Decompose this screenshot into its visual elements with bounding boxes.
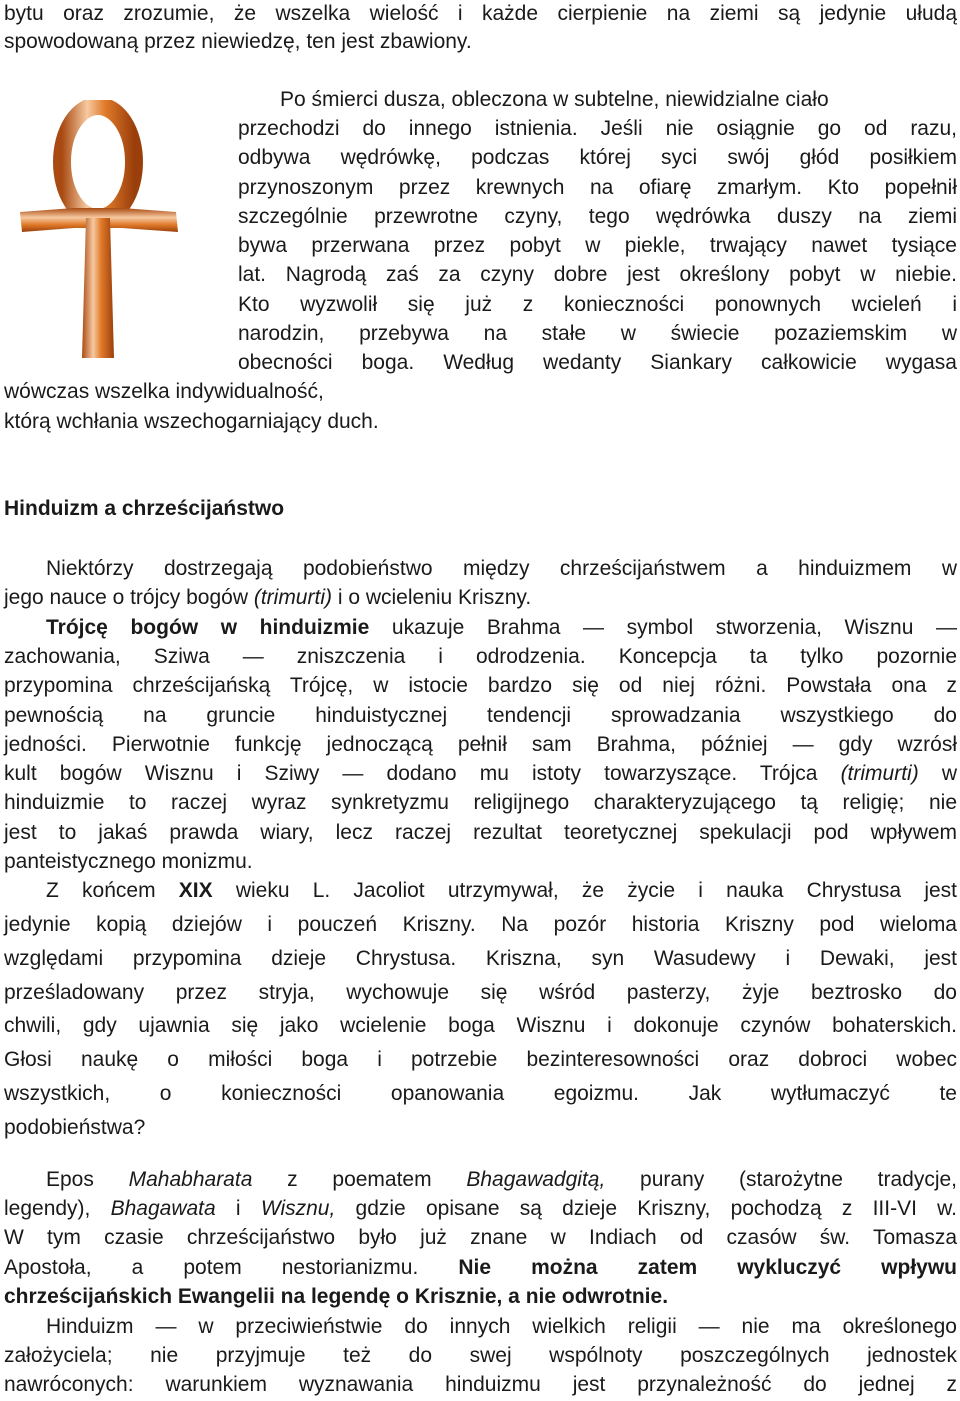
p5-line-2: założyciela; nie przyjmuje też do swej wspólnoty poszczególnych jednostek bbox=[4, 1344, 957, 1367]
intro-line-1: bytu oraz zrozumie, że wszelka wielość i każde cierpienie na ziemi są jedynie ułudą bbox=[4, 2, 957, 25]
afterlife-line-2: przechodzi do innego istnienia. Jeśli nie osiągnie go od razu, bbox=[238, 117, 957, 140]
afterlife-line-11: wówczas wszelka indywidualność, bbox=[4, 380, 324, 403]
p5-line-1: Hinduizm — w przeciwieństwie do innych wielkich religii — nie ma określonego bbox=[46, 1315, 957, 1338]
p2-line-5: jedności. Pierwotnie funkcję jednoczącą pełnił sam Brahma, później — gdy wzrósł bbox=[4, 733, 957, 756]
p2-line-8: jest to jakaś prawda wiary, lecz raczej rezultat teoretycznej spekulacji pod wpływem bbox=[4, 821, 957, 844]
afterlife-line-3: odbywa wędrówkę, podczas której syci swój głód posiłkiem bbox=[238, 146, 957, 169]
intro-line-2: spowodowaną przez niewiedzę, ten jest zbawiony. bbox=[4, 30, 472, 53]
p2-line-2: zachowania, Sziwa — zniszczenia i odrodzenia. Koncepcja ta tylko pozornie bbox=[4, 645, 957, 668]
p4-line-1: Epos Mahabharata z poematem Bhagawadgitą, purany (starożytne tradycje, bbox=[46, 1168, 958, 1191]
p3-line-4: prześladowany przez stryja, wychowuje się wśród pasterzy, żyje beztrosko do bbox=[4, 981, 957, 1004]
afterlife-line-1: Po śmierci dusza, obleczona w subtelne, niewidzialne ciało bbox=[280, 88, 829, 111]
afterlife-line-4: przynoszonym przez krewnych na ofiarę zmarłym. Kto popełnił bbox=[238, 176, 957, 199]
p1-line-2: jego nauce o trójcy bogów (trimurti) i o wcieleniu Kriszny. bbox=[4, 586, 532, 609]
p4-line-3: W tym czasie chrześcijaństwo było już znane w Indiach od czasów św. Tomasza bbox=[4, 1226, 957, 1249]
p2-line-6: kult bogów Wisznu i Sziwy — dodano mu istoty towarzyszące. Trójca (trimurti) w bbox=[4, 762, 957, 785]
p2-line-3: przypomina chrześcijańską Trójcę, w istocie bardzo się od niej różni. Powstała ona z bbox=[4, 674, 957, 697]
ankh-image bbox=[14, 100, 182, 362]
afterlife-line-9: narodzin, przebywa na stałe w świecie pozaziemskim w bbox=[238, 322, 957, 345]
p2-line-7: hinduizmie to raczej wyraz synkretyzmu religijnego charakteryzującego tą religię; nie bbox=[4, 791, 957, 814]
p1-line-1: Niektórzy dostrzegają podobieństwo między chrześcijaństwem a hinduizmem w bbox=[46, 557, 957, 580]
p3-line-5: chwili, gdy ujawnia się jako wcielenie boga Wisznu i dokonuje czynów bohaterskich. bbox=[4, 1014, 957, 1037]
p4-line-2: legendy), Bhagawata i Wisznu, gdzie opisane są dzieje Kriszny, pochodzą z III-VI w. bbox=[4, 1197, 957, 1220]
p4-line-4: Apostoła, a potem nestorianizmu. Nie można zatem wykluczyć wpływu bbox=[4, 1256, 957, 1279]
afterlife-line-12: którą wchłania wszechogarniający duch. bbox=[4, 410, 379, 433]
afterlife-line-5: szczególnie przewrotne czyny, tego wędrówka duszy na ziemi bbox=[238, 205, 957, 228]
afterlife-line-10: obecności boga. Według wedanty Siankary całkowicie wygasa bbox=[238, 351, 957, 374]
afterlife-line-6: bywa przerwana przez pobyt w piekle, trwający nawet tysiące bbox=[238, 234, 957, 257]
afterlife-line-7: lat. Nagrodą zaś za czyny dobre jest określony pobyt w niebie. bbox=[238, 263, 957, 286]
p2-line-1: Trójcę bogów w hinduizmie ukazuje Brahma — symbol stworzenia, Wisznu — bbox=[46, 616, 957, 639]
p3-line-8: podobieństwa? bbox=[4, 1116, 146, 1139]
p2-line-9: panteistycznego monizmu. bbox=[4, 850, 253, 873]
p5-line-3: nawróconych: warunkiem wyznawania hinduizmu jest przynależność do jednej z bbox=[4, 1373, 957, 1396]
p4-line-5: chrześcijańskich Ewangelii na legendę o Krisznie, a nie odwrotnie. bbox=[4, 1285, 669, 1308]
section-heading: Hinduizm a chrześcijaństwo bbox=[4, 497, 285, 520]
p3-line-6: Głosi naukę o miłości boga i potrzebie bezinteresowności oraz dobroci wobec bbox=[4, 1048, 957, 1071]
afterlife-line-8: Kto wyzwolił się już z konieczności ponownych wcieleń i bbox=[238, 293, 957, 316]
p3-line-2: jedynie kopią dziejów i pouczeń Kriszny. Na pozór historia Kriszny pod wieloma bbox=[4, 913, 957, 936]
p3-line-3: względami przypomina dzieje Chrystusa. Kriszna, syn Wasudewy i Dewaki, jest bbox=[4, 947, 957, 970]
p3-line-1: Z końcem XIX wieku L. Jacoliot utrzymywał, że życie i nauka Chrystusa jest bbox=[46, 879, 957, 902]
p3-line-7: wszystkich, o konieczności opanowania egoizmu. Jak wytłumaczyć te bbox=[4, 1082, 957, 1105]
p2-line-4: pewnością na gruncie hinduistycznej tendencji sprowadzania wszystkiego do bbox=[4, 704, 957, 727]
